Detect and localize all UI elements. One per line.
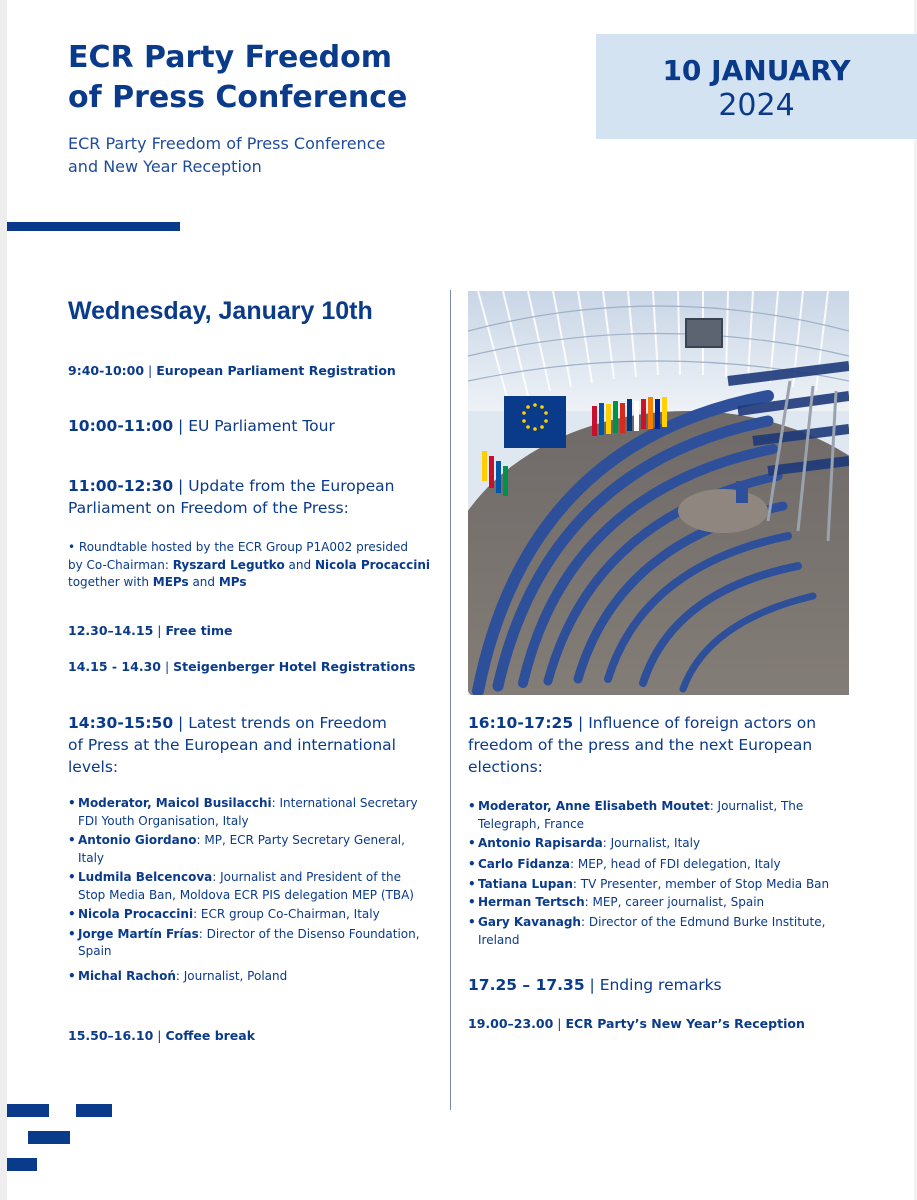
agenda-time: 9:40-10:00 <box>68 363 145 378</box>
speaker-desc: : International Secretary <box>271 796 418 810</box>
column-divider <box>450 290 451 1110</box>
roundtable-line-1: • Roundtable hosted by the ECR Group P1A002 presided <box>68 540 408 554</box>
subtitle-line-1: ECR Party Freedom of Press Conference <box>68 134 386 153</box>
title-line-2: of Press Conference <box>68 80 408 115</box>
panel-1-speakers <box>68 795 443 985</box>
speaker-item <box>68 906 443 924</box>
roundtable-note <box>68 539 438 592</box>
agenda-time: 10:00-11:00 <box>68 417 174 435</box>
speaker-desc-cont: Italy <box>78 850 105 865</box>
agenda-time: 19.00–23.00 <box>468 1016 554 1031</box>
separator: | <box>153 1028 166 1043</box>
speaker-desc: : Journalist, The <box>709 799 804 813</box>
separator: | <box>573 714 589 732</box>
speaker-item <box>68 926 443 961</box>
agenda-label-line-1: Update from the European <box>188 477 395 495</box>
speaker-desc: : Director of the Edmund Burke Institute, <box>580 915 826 929</box>
speaker-name: Tatiana Lupan <box>478 877 573 891</box>
speaker-desc: : Director of the Disenso Foundation, <box>198 926 420 941</box>
speaker-desc-cont: Stop Media Ban, Moldova ECR PIS delegation MEP (TBA) <box>78 887 414 902</box>
agenda-item-update <box>68 475 394 519</box>
agenda-label-line-2: Parliament on Freedom of the Press: <box>68 499 349 517</box>
separator: | <box>153 623 166 638</box>
speaker-desc: : Journalist, Poland <box>175 968 288 983</box>
agenda-time: 17.25 – 17.35 <box>468 976 585 994</box>
date-box <box>596 34 917 139</box>
separator: | <box>160 659 174 674</box>
speaker-name: Herman Tertsch <box>478 894 585 909</box>
decor-block <box>7 1158 37 1171</box>
agenda-item-ending <box>468 974 722 996</box>
title-line-1: ECR Party Freedom <box>68 40 393 75</box>
page-title <box>68 38 407 118</box>
agenda-time: 11:00-12:30 <box>68 477 174 495</box>
speaker-name: Carlo Fidanza <box>478 856 570 871</box>
agenda-item-coffee <box>68 1027 255 1044</box>
roundtable-line-3: together with <box>68 575 153 589</box>
agenda-label: Ending remarks <box>599 976 722 994</box>
accent-bar <box>7 222 180 231</box>
roundtable-name-1: Ryszard Legutko <box>172 557 285 572</box>
agenda-item-reception <box>468 1015 805 1032</box>
agenda-label: Free time <box>165 623 233 638</box>
speaker-item <box>68 869 443 904</box>
subtitle-line-2: and New Year Reception <box>68 157 262 176</box>
parliament-hemicycle-photo <box>468 291 849 695</box>
agenda-label-line-2: of Press at the European and international <box>68 736 396 754</box>
speaker-desc: : ECR group Co-Chairman, Italy <box>193 907 380 921</box>
speaker-name: Antonio Giordano <box>78 833 197 847</box>
speaker-name: Antonio Rapisarda <box>478 836 603 850</box>
agenda-time: 12.30–14.15 <box>68 623 154 638</box>
speaker-name: Jorge Martín Frías <box>78 926 199 941</box>
roundtable-and-2: and <box>188 575 219 589</box>
agenda-label: EU Parliament Tour <box>188 417 335 435</box>
speaker-name: Gary Kavanagh <box>478 915 581 929</box>
roundtable-meps: MEPs <box>152 575 189 589</box>
date-day: 10 JANUARY <box>662 54 851 87</box>
agenda-time: 14:30-15:50 <box>68 714 174 732</box>
speaker-desc: : Journalist, Italy <box>602 836 701 850</box>
separator: | <box>173 417 189 435</box>
speaker-desc-cont: Spain <box>78 944 112 958</box>
speaker-name: Nicola Procaccini <box>78 907 194 921</box>
speaker-item <box>468 856 863 874</box>
decor-block <box>28 1131 70 1144</box>
speaker-item <box>468 835 863 853</box>
decor-block <box>7 1104 49 1117</box>
decor-block <box>76 1104 112 1117</box>
agenda-time: 15.50–16.10 <box>68 1028 154 1043</box>
separator: | <box>584 976 600 994</box>
speaker-item <box>468 798 863 833</box>
agenda-label-line-3: elections: <box>468 758 543 776</box>
agenda-label-line-2: freedom of the press and the next European <box>468 736 813 754</box>
date-year: 2024 <box>718 88 795 123</box>
agenda-label-line-1: Influence of foreign actors on <box>588 714 817 732</box>
day-heading: Wednesday, January 10th <box>68 297 373 325</box>
speaker-item <box>68 795 443 830</box>
speaker-desc: : TV Presenter, member of Stop Media Ban <box>572 877 830 891</box>
agenda-item-hotel <box>68 658 415 675</box>
agenda-label-line-3: levels: <box>68 758 119 776</box>
agenda-label: Steigenberger Hotel Registrations <box>173 659 416 674</box>
speaker-item <box>68 832 443 867</box>
speaker-item <box>468 876 863 894</box>
roundtable-and-1: and <box>284 557 315 572</box>
agenda-item-registration <box>68 362 396 379</box>
speaker-desc-cont: Telegraph, France <box>478 816 585 831</box>
separator: | <box>553 1016 566 1031</box>
agenda-time: 14.15 - 14.30 <box>68 659 161 674</box>
subtitle <box>68 132 385 178</box>
separator: | <box>173 714 189 732</box>
speaker-desc: : MEP, head of FDI delegation, Italy <box>569 856 781 871</box>
speaker-item <box>468 914 863 949</box>
speaker-desc-cont: FDI Youth Organisation, Italy <box>78 813 249 828</box>
separator: | <box>144 363 157 378</box>
agenda-time: 16:10-17:25 <box>468 714 574 732</box>
panel-2-speakers <box>468 798 863 949</box>
agenda-label-line-1: Latest trends on Freedom <box>188 714 387 732</box>
roundtable-line-2: by Co-Chairman: <box>68 557 173 572</box>
agenda-item-panel-2 <box>468 712 816 778</box>
agenda-label: ECR Party’s New Year’s Reception <box>565 1016 805 1031</box>
separator: | <box>173 477 189 495</box>
roundtable-name-2: Nicola Procaccini <box>314 557 431 572</box>
speaker-desc-cont: Ireland <box>478 932 520 947</box>
agenda-label: Coffee break <box>165 1028 256 1043</box>
agenda-item-panel-1 <box>68 712 396 778</box>
speaker-desc: : MEP, career journalist, Spain <box>584 894 765 909</box>
agenda-label: European Parliament Registration <box>156 363 396 378</box>
speaker-desc: : MP, ECR Party Secretary General, <box>196 833 405 847</box>
speaker-name: Michal Rachoń <box>78 968 176 983</box>
speaker-name: Ludmila Belcencova <box>78 870 213 884</box>
agenda-item-free-time <box>68 622 232 639</box>
speaker-desc: : Journalist and President of the <box>212 870 401 884</box>
speaker-name: Moderator, Maicol Busilacchi <box>78 796 272 810</box>
speaker-item <box>468 894 863 912</box>
agenda-item-tour <box>68 415 335 437</box>
roundtable-mps: MPs <box>218 575 247 589</box>
speaker-name: Moderator, Anne Elisabeth Moutet <box>478 799 710 813</box>
page-left-edge <box>0 0 7 1200</box>
speaker-item <box>68 968 443 986</box>
